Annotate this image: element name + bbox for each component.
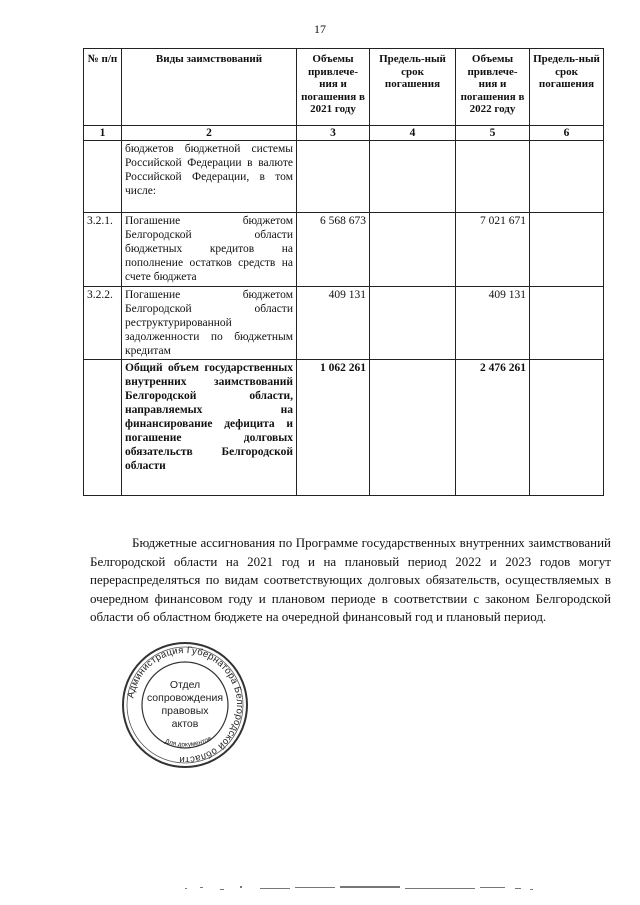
table-row [84,213,604,287]
row-volume-2022: 2 476 261 [456,360,530,496]
row-num: 3.2.2. [84,287,122,360]
row-volume-2021: 1 062 261 [297,360,370,496]
page-number: 17 [314,22,326,36]
row-volume-2021: 409 131 [297,287,370,360]
table-header-row [84,49,604,126]
column-number: 5 [456,126,530,141]
table-row [84,141,604,213]
row-term-2022 [530,360,604,496]
row-term-2022 [530,213,604,287]
table-row-total [84,360,604,496]
header-volume-2022: Объемы привлече-ния и погашения в 2022 году [456,49,530,126]
seal-icon [120,640,250,770]
table-row [84,287,604,360]
seal-line: правовых [161,705,209,717]
seal-line: Отдел [169,679,201,691]
row-num: 3.2.1. [84,213,122,287]
column-number: 6 [530,126,604,141]
row-volume-2022: 7 021 671 [456,213,530,287]
seal-line: актов [171,718,199,730]
row-term-2021 [370,360,456,496]
row-name: бюджетов бюджетной системы Российской Федерации в валюте Российской Федерации, в том числе: [122,141,297,213]
svg-text:Для документов [164,735,213,748]
row-volume-2021 [297,141,370,213]
column-number-row [84,126,604,141]
column-number: 4 [370,126,456,141]
scan-artifact [180,880,560,894]
seal-bottom-text: Для документов [163,735,213,749]
row-volume-2022 [456,141,530,213]
row-term-2022 [530,287,604,360]
seal-line: сопровождения [146,692,224,704]
row-volume-2022: 409 131 [456,287,530,360]
row-num [84,141,122,213]
row-term-2021 [370,141,456,213]
budget-paragraph: Бюджетные ассигнования по Программе государственных внутренних заимствований Белгородской области на 2021 год и на плановый период 2022 и 2023 годов могут перераспределяться по видам соответствующих долговых обязательств, осуществляемых в очередном финансовом году и плановом периоде в соответствии с законом Белгородской области об областном бюджете на очередной финансовый год и плановый период. [90,535,611,624]
column-number: 1 [84,126,122,141]
seal-outer-text: Администрация Губернатора Белгородской области [125,644,246,766]
borrowings-table [83,48,604,496]
header-term-2021: Предель-ный срок погашения [370,49,456,126]
header-term-2022: Предель-ный срок погашения [530,49,604,126]
header-kind: Виды заимствований [122,49,297,126]
row-term-2021 [370,287,456,360]
stamp-seal [120,640,250,770]
column-number: 3 [297,126,370,141]
row-name: Погашение бюджетом Белгородской области реструктурированной задолженности по бюджетным кредитам [122,287,297,360]
row-volume-2021: 6 568 673 [297,213,370,287]
header-num: № п/п [84,49,122,126]
header-volume-2021: Объемы привлече-ния и погашения в 2021 году [297,49,370,126]
column-number: 2 [122,126,297,141]
row-term-2022 [530,141,604,213]
row-term-2021 [370,213,456,287]
row-name: Погашение бюджетом Белгородской области бюджетных кредитов на пополнение остатков средств на счете бюджета [122,213,297,287]
row-name: Общий объем государственных внутренних заимствований Белгородской области, направляемых на финансирование дефицита и погашение долговых обязательств Белгородской области [122,360,297,496]
row-num [84,360,122,496]
